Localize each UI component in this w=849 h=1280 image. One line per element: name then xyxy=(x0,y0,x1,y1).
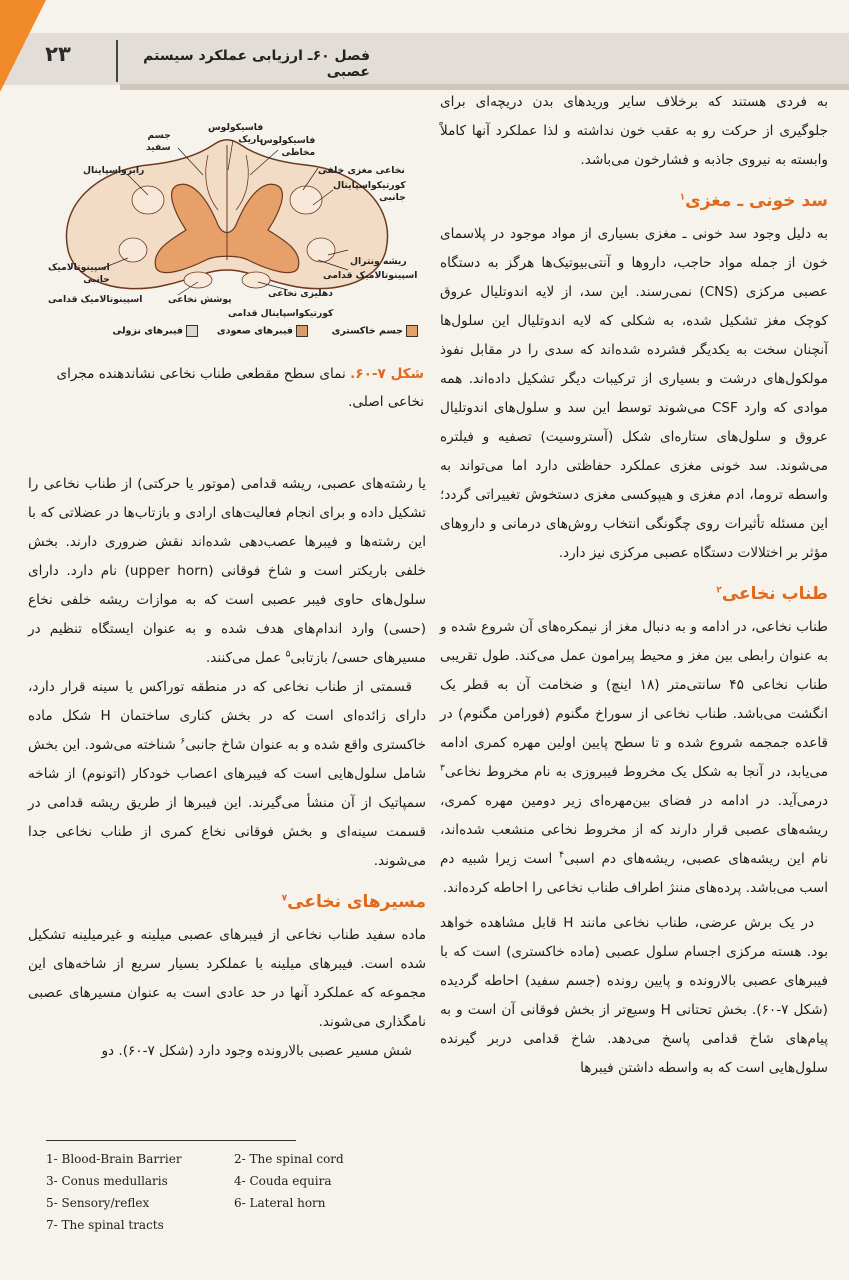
left-p1-sup: ۵ xyxy=(285,649,291,660)
ascending-swatch xyxy=(296,325,308,337)
label-anterior-spinothalamic-left: اسپینوتالامیک قدامی xyxy=(48,294,143,305)
left-p2-text: قسمتی از طناب نخاعی که در منطقه توراکس یا سینه قرار دارد، دارای زائده‌ای است که در بخش کناری ساختمان H شکل ماده خاکستری واقع شده و به عنوان شاخ جانبی xyxy=(28,679,427,753)
heading-tracts xyxy=(28,888,426,917)
header-band xyxy=(0,33,849,85)
footnote-1: 1- Blood-Brain Barrier xyxy=(46,1152,182,1166)
label-ventral-root: ریشه ونترال xyxy=(350,256,407,267)
label-fasciculus-cuneatus: فاسیکولوس مخاطی xyxy=(260,135,316,158)
heading-spinal-cord-text: طناب نخاعی xyxy=(721,584,828,604)
label-lateral-spinothalamic: اسپینوتالامیک جانبی xyxy=(48,262,110,285)
spinal-cord-paragraph-2: در یک برش عرضی، طناب نخاعی مانند H قابل مشاهده خواهد بود. هسته مرکزی اجسام سلول عصبی (ماده خاکستری) است که با فیبرهای عصبی بالارونده و پایین رونده (جسم سفید) احاطه گردیده (شکل ۷-۶۰). بخش تحتانی H وسیع‌تر از بخش فوقانی آن است و به پیام‌های شاخ قدامی پاسخ می‌دهد. شاخ قدامی دربر گیرنده سلول‌هایی است که به واسطه داشتن فیبرها xyxy=(440,915,828,1076)
label-lateral-corticospinal: کورتیکواسپاینال جانبی xyxy=(333,180,406,203)
legend-gray-matter xyxy=(332,325,418,337)
label-rubrospinal: رابرواسپاینال xyxy=(83,165,145,176)
header-divider xyxy=(116,40,118,82)
page-header xyxy=(0,0,849,92)
sc-text-2: درمی‌آید. در ادامه در فضای بین‌مهره‌ای زیر دومین مهره کمری، ریشه‌های عصبی قرار دارند که از مخروط نخاعی منشعب شده‌اند، نام این ریشه‌های عصبی، ریشه‌های دم اسبی xyxy=(440,793,828,867)
legend-descending xyxy=(112,325,198,337)
left-paragraph-1 xyxy=(28,470,426,673)
footnote-2: 2- The spinal cord xyxy=(234,1152,344,1166)
left-paragraph-3: ماده سفید طناب نخاعی از فیبرهای عصبی میلینه و غیرمیلینه تشکیل شده است. فیبرهای میلینه با عملکرد بسیار سریع از شاخه‌های این مجموعه که عملکرد آنها در حد عادی است به عنوان مسیرهای عصبی نامگذاری می‌شوند. xyxy=(28,927,426,1030)
legend-ascending-label: فیبرهای صعودی xyxy=(216,325,293,337)
heading-tracts-sup: ۷ xyxy=(281,893,288,904)
label-pia: پوشش نخاعی xyxy=(168,294,232,305)
footnote-rule xyxy=(46,1140,296,1141)
label-anterior-spinothalamic: اسپینوتالامیک قدامی xyxy=(323,270,418,281)
caption-label: شکل ۷-۶۰. xyxy=(350,366,424,382)
spinal-cord-paragraph-1 xyxy=(440,613,828,903)
right-column xyxy=(440,88,828,1083)
label-fasciculus-gracilis: فاسیکولوس باریک xyxy=(208,122,264,145)
left-column xyxy=(28,470,426,1066)
label-anterior-corticospinal: کورتیکواسپاینال قدامی xyxy=(228,308,334,319)
footnote-4: 4- Couda equira xyxy=(234,1174,332,1188)
footnote-3: 3- Conus medullaris xyxy=(46,1174,168,1188)
heading-bbb xyxy=(440,187,828,216)
bbb-paragraph: به دلیل وجود سد خونی ـ مغزی بسیاری از مواد موجود در پلاسمای خون از جمله مواد حاجب، داروها و آنتی‌بیوتیک‌ها هرگز به دستگاه عصبی مرکزی (CNS) نمی‌رسند. این سد، از لایه اندوتلیال عروق کوچک مغز تشکیل شده، به شکلی که لایه اندوتلیال این سلول‌ها آنچنان سخت به یکدیگر فشرده شده‌اند که سدی را در مقابل نفوذ مولکول‌های درشت و بسیاری از ترکیبات دیگر تشکیل داده‌اند. همه موادی که وارد CSF می‌شوند توسط این سد و سلول‌های اندوتلیال عروق و سلول‌های ستاره‌ای شکل (آستروسیت) تصفیه و فیلتره می‌شوند. سد خونی مغزی عملکرد حفاظتی دارد اما می‌تواند به واسطه تروما، ادم مغزی و هیپوکسی مغزی دستخوش تغییراتی گردد؛ این مسئله تأثیرات روی چگونگی انتخاب روش‌های درمانی و داروهای مؤثر بر اختلالات دستگاه عصبی مرکزی نیز دارد. xyxy=(440,226,828,561)
descending-swatch xyxy=(186,325,198,337)
left-paragraph-4: شش مسیر عصبی بالارونده وجود دارد (شکل ۷-۶۰). دو xyxy=(101,1043,412,1059)
gray-matter-swatch xyxy=(406,325,418,337)
intro-paragraph: به فردی هستند که برخلاف سایر وریدهای بدن دریچه‌ای برای جلوگیری از حرکت رو به عقب خون نداشته و لذا عملکرد آنها کاملاً وابسته به نیروی جاذبه و فشارخون می‌باشد. xyxy=(440,94,828,168)
page-number: ۲۳ xyxy=(45,42,71,66)
left-p1-end: عمل می‌کنند. xyxy=(205,650,286,666)
heading-spinal-cord-sup: ۲ xyxy=(716,585,722,596)
sc-sup-3: ۳ xyxy=(440,763,445,774)
left-paragraph-2 xyxy=(28,673,426,876)
footnote-5: 5- Sensory/reflex xyxy=(46,1196,150,1210)
sc-sup-4: ۴ xyxy=(559,850,565,861)
left-p2-end: شناخته می‌شود. این بخش شامل سلول‌هایی است که فیبرهای اعصاب خودکار (اتونوم) از شاخه سمپاتیک از آن منشأ می‌گیرند. این فیبرها از طریق ریشه قدامی در قسمت سینه‌ای و بخش فوقانی نخاع کمری از طناب نخاعی جدا می‌شوند. xyxy=(28,737,426,869)
figure-legend xyxy=(68,325,418,343)
heading-bbb-sup: ۱ xyxy=(679,192,686,203)
figure-caption xyxy=(28,360,424,416)
legend-gray-matter-label: جسم خاکستری xyxy=(331,325,403,337)
footnote-6: 6- Lateral horn xyxy=(234,1196,326,1210)
heading-spinal-cord xyxy=(440,580,828,609)
legend-ascending xyxy=(217,325,308,337)
chapter-title: فصل ۶۰ـ ارزیابی عملکرد سیستم عصبی xyxy=(143,48,370,80)
heading-tracts-text: مسیرهای نخاعی xyxy=(287,892,426,912)
left-p1-text: یا رشته‌های عصبی، ریشه قدامی (موتور یا حرکتی) از طناب نخاعی را تشکیل داده و برای انجام فعالیت‌های ارادی و بازتاب‌ها در عضلاتی که با این رشته‌ها و فیبرها عصب‌دهی شده‌اند نقش ضروری دارند. بخش خلفی باریکتر است و شاخ فوقانی (upper horn) نام دارد. دارای سلول‌های حاوی فیبر عصبی است که به موازات ریشه خلفی نخاع (حسی) وارد اندام‌های هدف شده و به عنوان ایستگاه تنظیم در مسیرهای حسی/ بازتابی xyxy=(28,476,426,666)
heading-bbb-text: سد خونی ـ مغزی xyxy=(685,191,828,211)
sc-text-1: طناب نخاعی، در ادامه و به دنبال مغز از نیمکره‌های آن شروع شده و به عنوان رابطی بین مغز و محیط پیرامون عمل می‌کند. طول تقریبی طناب نخاعی ۴۵ سانتی‌متر (۱۸ اینچ) و ضخامت آن به قطر یک انگشت می‌باشد. طناب نخاعی از سوراخ مگنوم (فورامن مگنوم) در قاعده جمجمه شروع شده و تا سطح پایین اولین مهره کمری ادامه می‌یابد، در آنجا به شکل یک مخروط فیبروزی به نام مخروط نخاعی xyxy=(440,619,828,780)
spinal-cord-figure xyxy=(28,110,426,350)
sc-text-3: است زیرا شبیه دم اسب می‌باشد. پرده‌های مننژ اطراف طناب نخاعی را احاطه کرده‌اند. xyxy=(440,851,828,896)
label-posterior-spinocerebellar: نخاعی مغزی خلفی xyxy=(318,165,405,176)
legend-descending-label: فیبرهای نزولی xyxy=(112,325,183,337)
caption-text: نمای سطح مقطعی طناب نخاعی نشاندهنده مجرای نخاعی اصلی. xyxy=(56,366,424,410)
footnote-7: 7- The spinal tracts xyxy=(46,1218,164,1232)
label-white-matter: جسم سفید xyxy=(146,130,171,153)
label-dentate: دهلیزی نخاعی xyxy=(268,288,334,299)
left-p2-sup: ۶ xyxy=(180,736,186,747)
